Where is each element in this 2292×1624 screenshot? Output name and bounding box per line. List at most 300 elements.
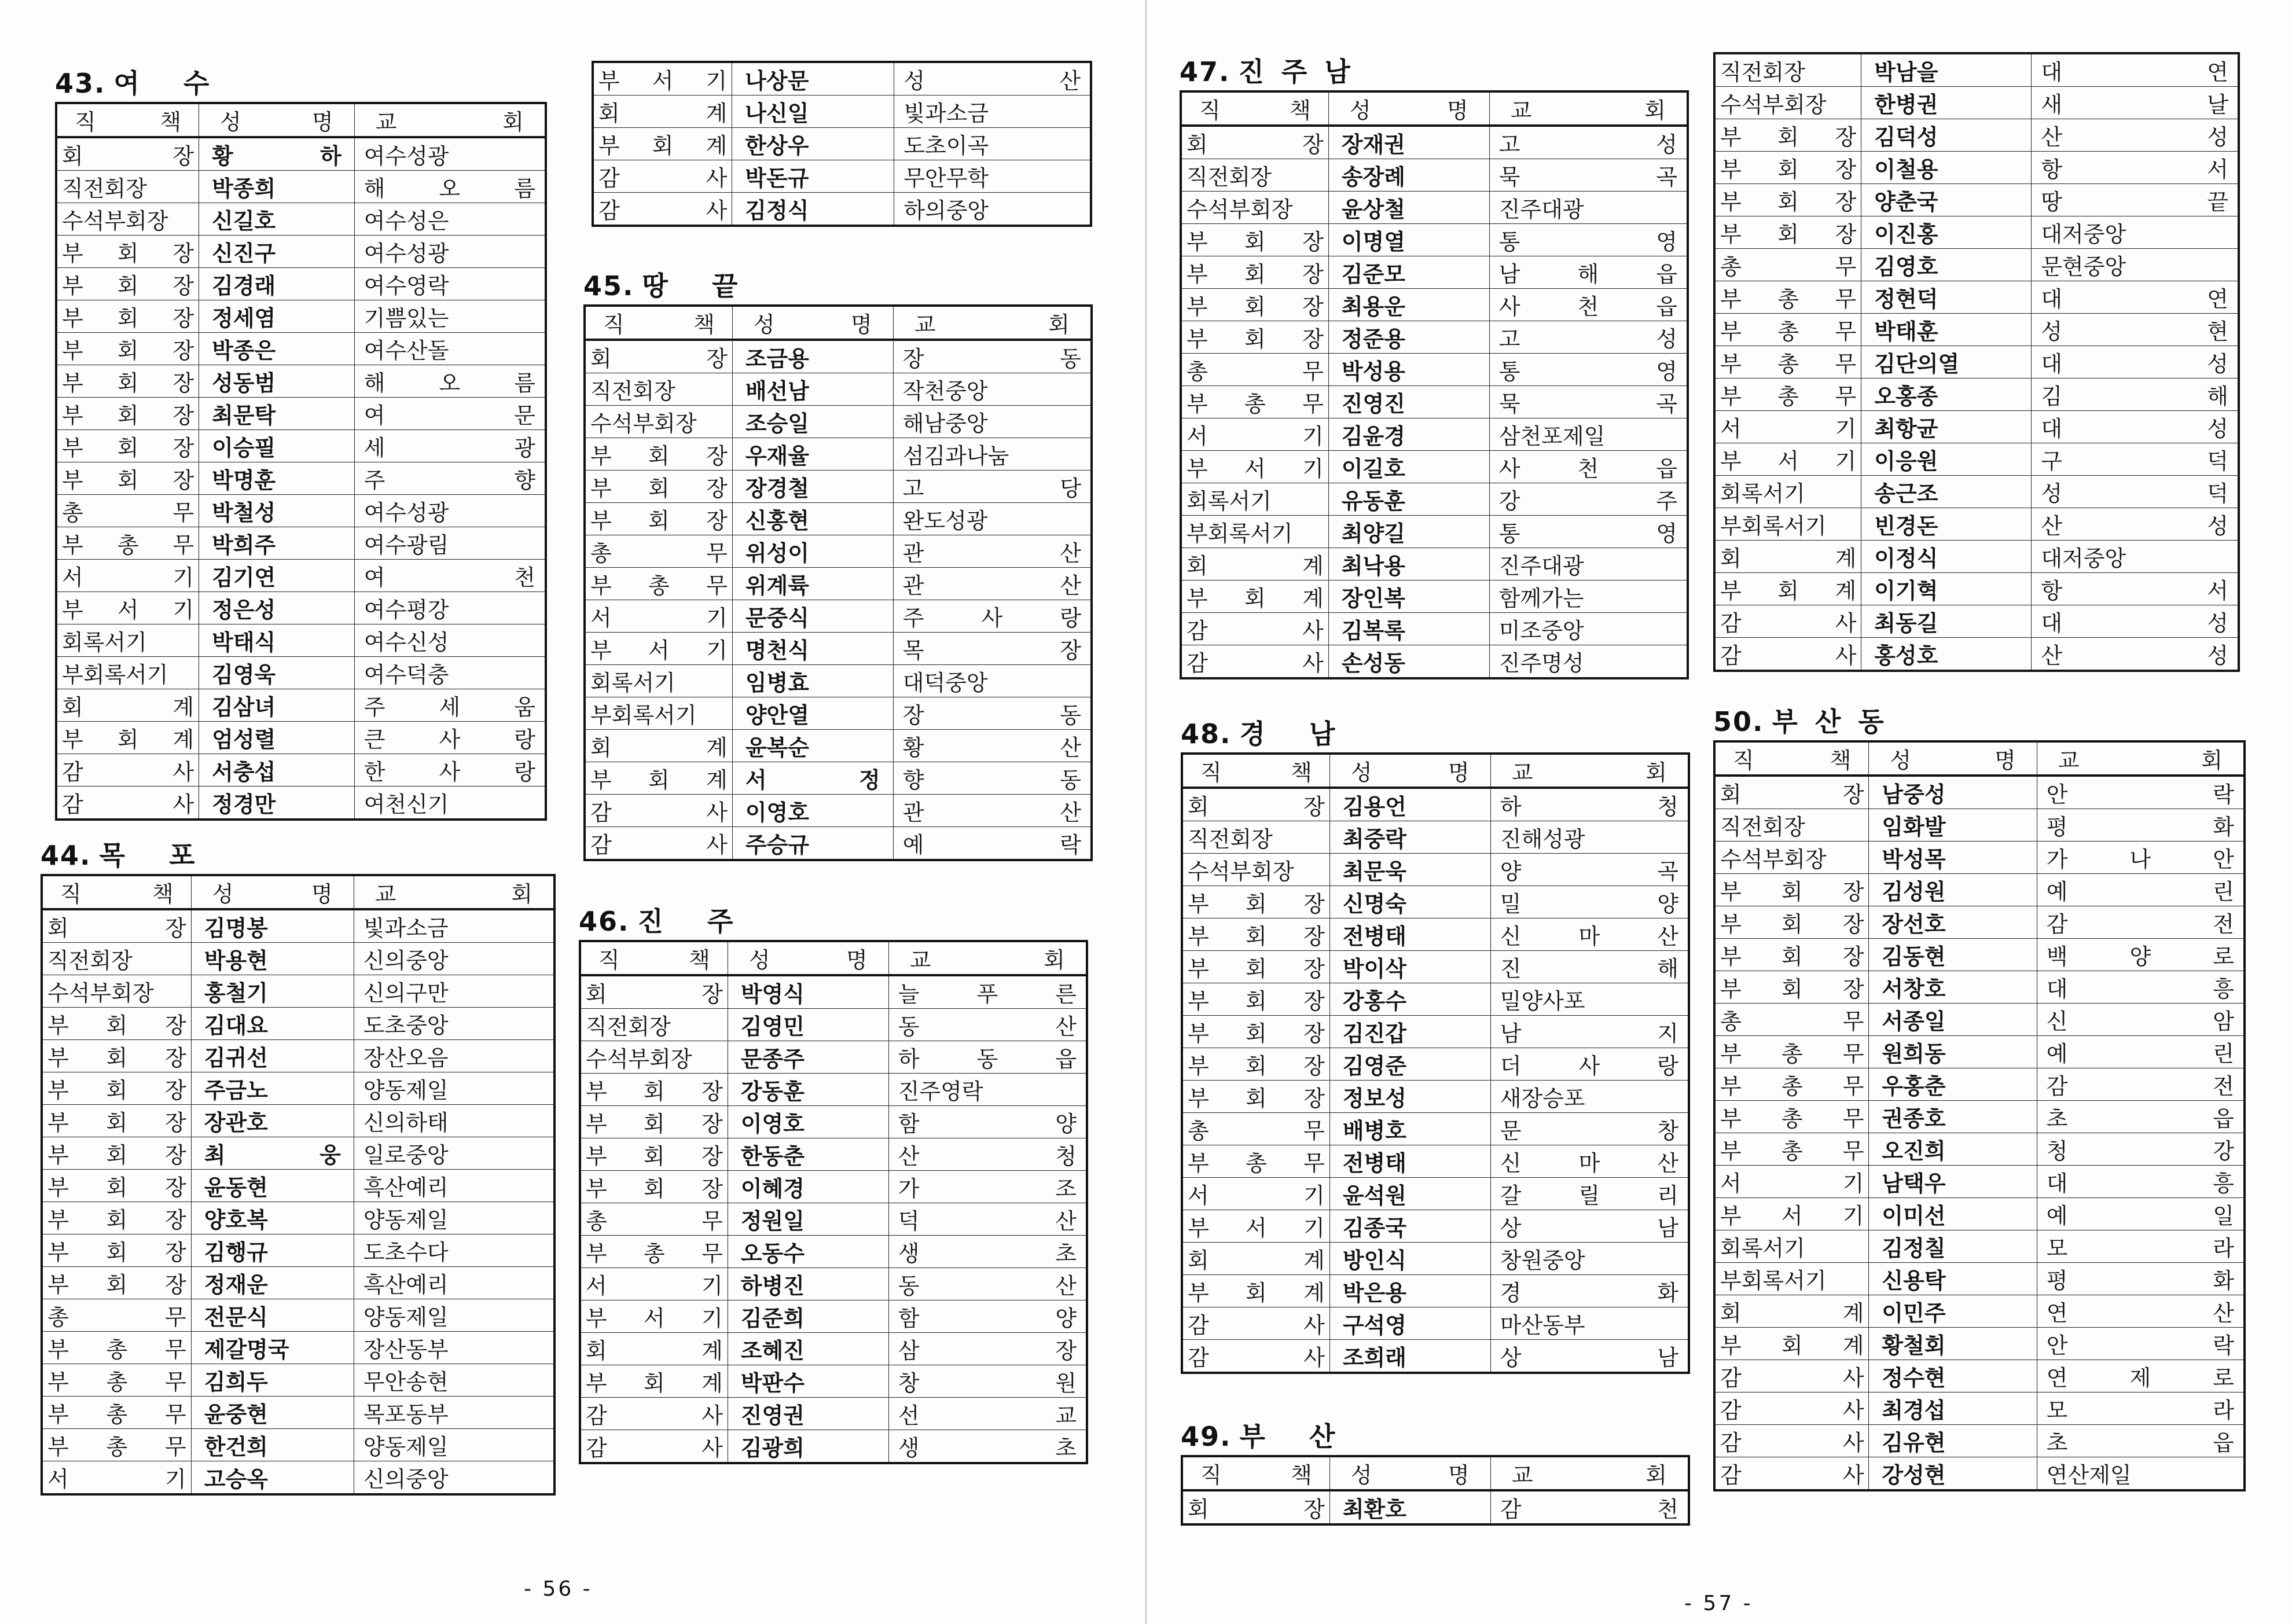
- section-number: 49.: [1181, 1421, 1232, 1452]
- church-cell: 장산오음: [354, 1040, 554, 1072]
- table-header-row: [1182, 754, 1689, 788]
- church-cell: 한 사 랑: [354, 754, 546, 787]
- position-cell: 부 회 장: [42, 1137, 191, 1170]
- church-cell: 묵 곡: [1489, 386, 1688, 418]
- position-cell: 부 회 장: [1714, 939, 1869, 971]
- church-cell: 가 나 안: [2037, 842, 2245, 874]
- church-cell: 완도성광: [893, 503, 1092, 535]
- church-cell: 갈 릴 리: [1490, 1178, 1689, 1210]
- church-cell: 문 창: [1490, 1113, 1689, 1145]
- name-cell: 장경철: [732, 471, 893, 503]
- church-cell: 대 연: [2032, 281, 2239, 314]
- table-row: [1182, 1340, 1689, 1373]
- name-cell: 임화발: [1869, 809, 2037, 842]
- church-cell: 연산제일: [2037, 1457, 2245, 1491]
- table-row: [1182, 1016, 1689, 1048]
- name-cell: 김용언: [1329, 788, 1490, 821]
- church-cell: 여수평강: [354, 592, 546, 624]
- position-cell: 감 사: [1714, 638, 1861, 671]
- name-cell: 전병태: [1329, 1145, 1490, 1178]
- table-row: [1714, 1392, 2245, 1425]
- position-cell: 회 장: [585, 340, 732, 373]
- church-cell: 새 날: [2032, 87, 2239, 119]
- name-cell: 김영욱: [199, 657, 355, 689]
- name-cell: 한병권: [1861, 87, 2032, 119]
- table-row: [585, 406, 1092, 438]
- position-cell: 부 회 장: [1714, 216, 1861, 249]
- table-row: [1714, 809, 2245, 842]
- position-cell: 수석부회장: [585, 406, 732, 438]
- table-row: [56, 560, 546, 592]
- position-cell: 부 회 장: [56, 333, 199, 365]
- position-cell: 부 총 무: [585, 568, 732, 600]
- section-6: [1181, 715, 1690, 1374]
- section-number: 43.: [55, 68, 106, 99]
- section-name: 진 주: [637, 906, 751, 937]
- table-row: [56, 592, 546, 624]
- name-cell: 최 웅: [191, 1137, 354, 1170]
- table-row: [1714, 1101, 2245, 1133]
- table-row: [56, 527, 546, 560]
- church-cell: 사 천 읍: [1489, 451, 1688, 483]
- position-cell: 회 장: [42, 909, 191, 943]
- church-cell: 문현중앙: [2032, 249, 2239, 281]
- church-cell: 해 오 름: [354, 171, 546, 203]
- section-number: 44.: [41, 840, 91, 871]
- church-cell: 여수성광: [354, 137, 546, 171]
- name-cell: 윤석원: [1329, 1178, 1490, 1210]
- position-cell: 부 회 장: [56, 430, 199, 462]
- church-cell: 항 서: [2032, 573, 2239, 605]
- position-cell: 부 총 무: [42, 1364, 191, 1397]
- position-cell: 부 회 장: [42, 1234, 191, 1267]
- name-cell: 송장례: [1328, 159, 1489, 192]
- name-cell: 김영준: [1329, 1048, 1490, 1081]
- name-cell: 원희동: [1869, 1036, 2037, 1068]
- table-row: [593, 95, 1091, 128]
- table-row: [585, 373, 1092, 406]
- name-cell: 진영권: [728, 1398, 888, 1430]
- name-cell: 김정식: [732, 193, 894, 226]
- church-cell: 하 동 읍: [888, 1041, 1087, 1074]
- table-row: [585, 340, 1092, 373]
- table-row: [1714, 1004, 2245, 1036]
- position-cell: 감 사: [1714, 1392, 1869, 1425]
- church-cell: 덕 산: [888, 1203, 1087, 1236]
- church-cell: 고 당: [893, 471, 1092, 503]
- table-row: [1182, 1145, 1689, 1178]
- column-header: 직 책: [56, 103, 199, 137]
- name-cell: 박용현: [191, 943, 354, 975]
- table-row: [56, 171, 546, 203]
- name-cell: 장재권: [1328, 126, 1489, 159]
- table-row: [1182, 854, 1689, 886]
- church-cell: 관 산: [893, 535, 1092, 568]
- table-row: [1714, 508, 2239, 541]
- position-cell: 부 회 장: [580, 1171, 728, 1203]
- name-cell: 조혜진: [728, 1333, 888, 1365]
- table-row: [1714, 1263, 2245, 1295]
- column-header: 직 책: [42, 875, 191, 909]
- table-header-row: [56, 103, 546, 137]
- position-cell: 서 기: [1714, 411, 1861, 443]
- table-row: [42, 1202, 554, 1234]
- church-cell: 도초중앙: [354, 1008, 554, 1040]
- position-cell: 서 기: [1714, 1166, 1869, 1198]
- position-cell: 수석부회장: [1714, 87, 1861, 119]
- church-cell: 도초수다: [354, 1234, 554, 1267]
- table-header-row: [580, 941, 1087, 975]
- table-row: [593, 128, 1091, 160]
- table-row: [42, 1397, 554, 1429]
- table-row: [56, 236, 546, 268]
- table-row: [1714, 638, 2239, 671]
- name-cell: 박영식: [728, 975, 888, 1009]
- position-cell: 수석부회장: [1181, 192, 1328, 224]
- table-row: [42, 1170, 554, 1202]
- officer-table: [1180, 90, 1689, 679]
- name-cell: 정현덕: [1861, 281, 2032, 314]
- church-cell: 주 세 움: [354, 689, 546, 722]
- table-row: [1714, 346, 2239, 379]
- church-cell: 양동제일: [354, 1429, 554, 1461]
- table-row: [1714, 541, 2239, 573]
- table-row: [580, 1041, 1087, 1074]
- name-cell: 양호복: [191, 1202, 354, 1234]
- church-cell: 대 성: [2032, 346, 2239, 379]
- position-cell: 부 총 무: [42, 1332, 191, 1364]
- position-cell: 회 계: [1181, 548, 1328, 580]
- section-number: 48.: [1181, 718, 1232, 749]
- column-header: 직 책: [1182, 754, 1329, 788]
- church-cell: 신의구만: [354, 975, 554, 1008]
- table-row: [580, 1009, 1087, 1041]
- position-cell: 부 총 무: [56, 527, 199, 560]
- name-cell: 전문식: [191, 1299, 354, 1332]
- name-cell: 김준희: [728, 1300, 888, 1333]
- position-cell: 회 장: [1182, 788, 1329, 821]
- position-cell: 부 회 장: [580, 1106, 728, 1138]
- position-cell: 서 기: [585, 600, 732, 633]
- name-cell: 이승필: [199, 430, 355, 462]
- church-cell: 묵 곡: [1489, 159, 1688, 192]
- name-cell: 이영호: [732, 795, 893, 827]
- name-cell: 이미선: [1869, 1198, 2037, 1230]
- church-cell: 대저중앙: [2032, 541, 2239, 573]
- table-row: [56, 137, 546, 171]
- table-row: [585, 762, 1092, 795]
- table-row: [1714, 906, 2245, 939]
- table-row: [42, 1137, 554, 1170]
- position-cell: 회록서기: [585, 665, 732, 697]
- table-row: [42, 909, 554, 943]
- table-row: [1182, 1307, 1689, 1340]
- position-cell: 부 회 계: [1182, 1275, 1329, 1307]
- table-row: [1182, 983, 1689, 1016]
- table-header-row: [585, 306, 1092, 340]
- name-cell: 정세염: [199, 300, 355, 333]
- table-row: [1714, 573, 2239, 605]
- position-cell: 감 사: [580, 1430, 728, 1464]
- name-cell: 신길호: [199, 203, 355, 236]
- name-cell: 이정식: [1861, 541, 2032, 573]
- name-cell: 김명봉: [191, 909, 354, 943]
- name-cell: 배선남: [732, 373, 893, 406]
- position-cell: 감 사: [56, 787, 199, 820]
- table-row: [1714, 379, 2239, 411]
- name-cell: 박성용: [1328, 354, 1489, 386]
- name-cell: 남택우: [1869, 1166, 2037, 1198]
- church-cell: 고 성: [1489, 126, 1688, 159]
- church-cell: 선 교: [888, 1398, 1087, 1430]
- table-row: [42, 1299, 554, 1332]
- position-cell: 수석부회장: [56, 203, 199, 236]
- church-cell: 신 암: [2037, 1004, 2245, 1036]
- church-cell: 무안무학: [894, 160, 1091, 193]
- position-cell: 부 회 장: [580, 1138, 728, 1171]
- table-row: [1714, 249, 2239, 281]
- table-row: [1714, 314, 2239, 346]
- name-cell: 이길호: [1328, 451, 1489, 483]
- church-cell: 남 지: [1490, 1016, 1689, 1048]
- name-cell: 홍성호: [1861, 638, 2032, 671]
- position-cell: 총 무: [1714, 249, 1861, 281]
- table-row: [1714, 1457, 2245, 1491]
- church-cell: 삼천포제일: [1489, 418, 1688, 451]
- table-row: [1181, 354, 1688, 386]
- church-cell: 평 화: [2037, 1263, 2245, 1295]
- table-row: [580, 1300, 1087, 1333]
- table-row: [585, 503, 1092, 535]
- table-row: [1714, 281, 2239, 314]
- name-cell: 정수현: [1869, 1360, 2037, 1392]
- name-cell: 우홍춘: [1869, 1068, 2037, 1101]
- position-cell: 서 기: [42, 1461, 191, 1495]
- name-cell: 이응원: [1861, 443, 2032, 476]
- church-cell: 창원중앙: [1490, 1243, 1689, 1275]
- name-cell: 김귀선: [191, 1040, 354, 1072]
- church-cell: 밀 양: [1490, 886, 1689, 918]
- church-cell: 빛과소금: [354, 909, 554, 943]
- section-9: [1713, 703, 2246, 1491]
- officer-table: [579, 940, 1088, 1464]
- table-row: [56, 300, 546, 333]
- position-cell: 부 회 장: [42, 1072, 191, 1105]
- name-cell: 송근조: [1861, 476, 2032, 508]
- position-cell: 부 회 장: [42, 1105, 191, 1137]
- church-cell: 작천중앙: [893, 373, 1092, 406]
- position-cell: 부회록서기: [1714, 1263, 1869, 1295]
- name-cell: 최항균: [1861, 411, 2032, 443]
- church-cell: 여수성광: [354, 495, 546, 527]
- name-cell: 최중락: [1329, 821, 1490, 854]
- name-cell: 김동현: [1869, 939, 2037, 971]
- table-row: [1181, 159, 1688, 192]
- church-cell: 산 청: [888, 1138, 1087, 1171]
- church-cell: 예 린: [2037, 874, 2245, 906]
- position-cell: 부 서 기: [593, 62, 732, 95]
- position-cell: 부 회 계: [580, 1365, 728, 1398]
- table-row: [42, 943, 554, 975]
- table-row: [56, 624, 546, 657]
- officer-table: [592, 61, 1092, 227]
- church-cell: 구 덕: [2032, 443, 2239, 476]
- position-cell: 직전회장: [42, 943, 191, 975]
- church-cell: 예 락: [893, 827, 1092, 861]
- table-row: [1182, 1275, 1689, 1307]
- column-header: 직 책: [585, 306, 732, 340]
- church-cell: 초 읍: [2037, 1101, 2245, 1133]
- column-header: 성 명: [728, 941, 888, 975]
- position-cell: 부 총 무: [1714, 379, 1861, 411]
- table-row: [42, 1267, 554, 1299]
- name-cell: 김덕성: [1861, 119, 2032, 152]
- position-cell: 부 회 장: [1714, 874, 1869, 906]
- name-cell: 김복록: [1328, 613, 1489, 645]
- section-name: 부산동: [1772, 706, 1901, 737]
- position-cell: 서 기: [1181, 418, 1328, 451]
- position-cell: 부 총 무: [1714, 1133, 1869, 1166]
- name-cell: 한상우: [732, 128, 894, 160]
- name-cell: 빈경돈: [1861, 508, 2032, 541]
- name-cell: 신진구: [199, 236, 355, 268]
- table-row: [1714, 842, 2245, 874]
- table-row: [1714, 443, 2239, 476]
- church-cell: 새장승포: [1490, 1081, 1689, 1113]
- section-name: 목 포: [99, 840, 212, 871]
- name-cell: 윤상철: [1328, 192, 1489, 224]
- table-row: [593, 160, 1091, 193]
- page-number-left: - 56 -: [524, 1577, 593, 1601]
- position-cell: 부 서 기: [1181, 451, 1328, 483]
- section-name: 부 산: [1239, 1421, 1353, 1452]
- church-cell: 하의중앙: [894, 193, 1091, 226]
- section-name: 진주남: [1238, 56, 1368, 87]
- name-cell: 위계륙: [732, 568, 893, 600]
- name-cell: 임병효: [732, 665, 893, 697]
- position-cell: 회록서기: [1714, 1230, 1869, 1263]
- name-cell: 신용탁: [1869, 1263, 2037, 1295]
- column-header: 직 책: [1714, 741, 1869, 776]
- position-cell: 직전회장: [585, 373, 732, 406]
- position-cell: 직전회장: [56, 171, 199, 203]
- name-cell: 나상문: [732, 62, 894, 95]
- position-cell: 부 회 장: [585, 471, 732, 503]
- table-row: [585, 438, 1092, 471]
- table-row: [1714, 1133, 2245, 1166]
- position-cell: 부 회 장: [1182, 951, 1329, 983]
- church-cell: 신의중앙: [354, 943, 554, 975]
- officer-table: [55, 102, 547, 821]
- name-cell: 정보성: [1329, 1081, 1490, 1113]
- table-row: [1181, 613, 1688, 645]
- church-cell: 함 양: [888, 1106, 1087, 1138]
- section-8: [1713, 52, 2240, 672]
- church-cell: 무안송현: [354, 1364, 554, 1397]
- name-cell: 오진희: [1869, 1133, 2037, 1166]
- name-cell: 이민주: [1869, 1295, 2037, 1328]
- name-cell: 김정칠: [1869, 1230, 2037, 1263]
- position-cell: 부 회 장: [42, 1170, 191, 1202]
- position-cell: 부 총 무: [1714, 314, 1861, 346]
- name-cell: 우재율: [732, 438, 893, 471]
- position-cell: 회 계: [1714, 541, 1861, 573]
- church-cell: 대 연: [2032, 53, 2239, 87]
- table-row: [1182, 1178, 1689, 1210]
- church-cell: 강 주: [1489, 483, 1688, 516]
- position-cell: 직전회장: [1714, 809, 1869, 842]
- name-cell: 배병호: [1329, 1113, 1490, 1145]
- name-cell: 강동훈: [728, 1074, 888, 1106]
- table-row: [42, 1234, 554, 1267]
- position-cell: 부 회 장: [585, 503, 732, 535]
- name-cell: 주금노: [191, 1072, 354, 1105]
- church-cell: 장 동: [893, 340, 1092, 373]
- section-title: [1180, 53, 1689, 90]
- table-row: [56, 268, 546, 300]
- table-row: [1181, 516, 1688, 548]
- name-cell: 장인복: [1328, 580, 1489, 613]
- column-header: 성 명: [1328, 91, 1489, 126]
- name-cell: 최낙용: [1328, 548, 1489, 580]
- position-cell: 회 장: [580, 975, 728, 1009]
- table-row: [1181, 645, 1688, 679]
- position-cell: 감 사: [1714, 1425, 1869, 1457]
- church-cell: 함께가는: [1489, 580, 1688, 613]
- table-row: [56, 657, 546, 689]
- table-row: [1182, 1490, 1689, 1524]
- church-cell: 모 라: [2037, 1392, 2245, 1425]
- church-cell: 여 천: [354, 560, 546, 592]
- position-cell: 감 사: [585, 827, 732, 861]
- name-cell: 진영진: [1328, 386, 1489, 418]
- church-cell: 항 서: [2032, 152, 2239, 184]
- position-cell: 부 회 장: [1182, 918, 1329, 951]
- name-cell: 한건희: [191, 1429, 354, 1461]
- table-row: [1181, 548, 1688, 580]
- position-cell: 부 회 장: [56, 365, 199, 398]
- position-cell: 회 계: [593, 95, 732, 128]
- name-cell: 주승규: [732, 827, 893, 861]
- table-row: [1182, 1113, 1689, 1145]
- name-cell: 윤중현: [191, 1397, 354, 1429]
- position-cell: 회 계: [580, 1333, 728, 1365]
- position-cell: 부 회 장: [56, 300, 199, 333]
- church-cell: 창 원: [888, 1365, 1087, 1398]
- name-cell: 방인식: [1329, 1243, 1490, 1275]
- table-row: [1714, 1295, 2245, 1328]
- position-cell: 수석부회장: [1714, 842, 1869, 874]
- officer-table: [1181, 1455, 1690, 1526]
- position-cell: 부 회 장: [42, 1202, 191, 1234]
- name-cell: 제갈명국: [191, 1332, 354, 1364]
- position-cell: 부 회 장: [56, 268, 199, 300]
- position-cell: 부 총 무: [1714, 1101, 1869, 1133]
- name-cell: 조희래: [1329, 1340, 1490, 1373]
- name-cell: 이영호: [728, 1106, 888, 1138]
- name-cell: 엄성렬: [199, 722, 355, 754]
- table-row: [1181, 289, 1688, 321]
- position-cell: 회 장: [1714, 776, 1869, 809]
- name-cell: 권종호: [1869, 1101, 2037, 1133]
- table-row: [580, 1074, 1087, 1106]
- table-row: [42, 1429, 554, 1461]
- position-cell: 부 회 장: [1181, 256, 1328, 289]
- table-row: [580, 1365, 1087, 1398]
- name-cell: 박판수: [728, 1365, 888, 1398]
- church-cell: 신 마 산: [1490, 1145, 1689, 1178]
- table-row: [1714, 939, 2245, 971]
